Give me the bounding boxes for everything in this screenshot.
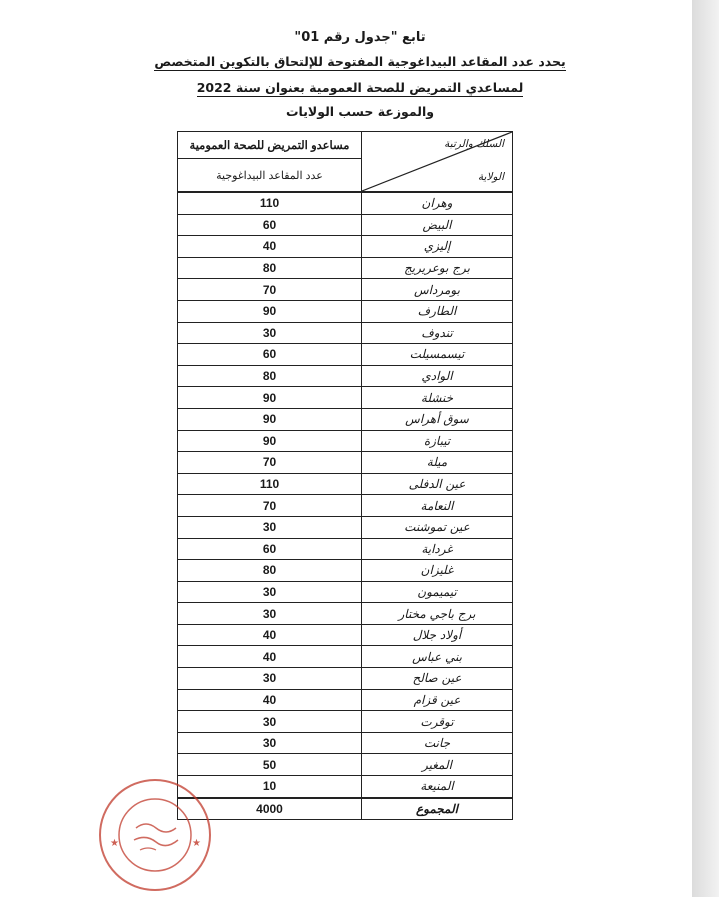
seats-cell: 70: [178, 452, 362, 474]
seats-cell: 90: [178, 430, 362, 452]
table-row: [178, 322, 513, 344]
table-row: [178, 214, 513, 236]
seats-cell: 90: [178, 300, 362, 322]
column-header-seats: عدد المقاعد البيداغوجية: [178, 159, 362, 193]
ministry-stamp: [96, 776, 214, 894]
table-row: [178, 560, 513, 582]
total-label-cell: المجموع: [362, 798, 513, 820]
wilaya-cell: أولاد جلال: [362, 624, 513, 646]
wilaya-cell: عين قزام: [362, 689, 513, 711]
seats-cell: 40: [178, 646, 362, 668]
seats-cell: 30: [178, 516, 362, 538]
table-row: [178, 776, 513, 798]
table-reference-title: تابع "جدول رقم 01": [294, 30, 426, 45]
wilaya-cell: النعامة: [362, 495, 513, 517]
page-edge-shadow: [692, 0, 719, 897]
seats-cell: 60: [178, 344, 362, 366]
table-row: [178, 300, 513, 322]
wilaya-cell: وهران: [362, 192, 513, 214]
column-header-corps: مساعدو التمريض للصحة العمومية: [178, 132, 362, 159]
svg-text:★: ★: [110, 838, 119, 849]
table-row: [178, 495, 513, 517]
wilaya-cell: المنيعة: [362, 776, 513, 798]
seats-cell: 30: [178, 581, 362, 603]
seats-cell: 110: [178, 473, 362, 495]
document-title-line1-text: يحدد عدد المقاعد البيداغوجية المفتوحة للإلتحاق بالتكوين المتخصص: [154, 54, 566, 69]
seats-cell: 90: [178, 408, 362, 430]
wilaya-cell: بومرداس: [362, 279, 513, 301]
table-row: [178, 430, 513, 452]
wilaya-cell: تيسمسيلت: [362, 344, 513, 366]
table-row: [178, 646, 513, 668]
wilaya-cell: الوادي: [362, 365, 513, 387]
wilaya-cell: عين تموشنت: [362, 516, 513, 538]
table-row: [178, 668, 513, 690]
table-row: [178, 581, 513, 603]
seats-cell: 10: [178, 776, 362, 798]
diagonal-header-wilaya: الولاية: [477, 171, 504, 183]
diagonal-header-corps-grade: السلك والرتبة: [444, 138, 504, 150]
seats-cell: 30: [178, 711, 362, 733]
wilaya-cell: عين الدفلى: [362, 473, 513, 495]
table-row: [178, 538, 513, 560]
total-row: [178, 798, 513, 820]
seats-cell: 50: [178, 754, 362, 776]
seats-cell: 70: [178, 279, 362, 301]
seats-cell: 90: [178, 387, 362, 409]
document-title-line2-text: لمساعدي التمريض للصحة العمومية بعنوان سنة 2022: [196, 80, 524, 95]
wilaya-cell: تيميمون: [362, 581, 513, 603]
table-row: [178, 473, 513, 495]
seats-cell: 40: [178, 624, 362, 646]
seats-cell: 80: [178, 560, 362, 582]
table-row: [178, 387, 513, 409]
seats-cell: 30: [178, 732, 362, 754]
document-title-line2: [120, 80, 600, 95]
seats-cell: 80: [178, 365, 362, 387]
seats-cell: 30: [178, 668, 362, 690]
seats-cell: 40: [178, 236, 362, 258]
table-row: [178, 408, 513, 430]
wilaya-cell: تندوف: [362, 322, 513, 344]
wilaya-cell: غليزان: [362, 560, 513, 582]
svg-text:★: ★: [192, 838, 201, 849]
wilaya-cell: البيض: [362, 214, 513, 236]
seats-cell: 30: [178, 322, 362, 344]
wilaya-cell: خنشلة: [362, 387, 513, 409]
seats-cell: 30: [178, 603, 362, 625]
table-row: [178, 711, 513, 733]
seats-cell: 110: [178, 192, 362, 214]
wilaya-cell: عين صالح: [362, 668, 513, 690]
wilaya-cell: بني عباس: [362, 646, 513, 668]
seats-cell: 60: [178, 214, 362, 236]
table-row: [178, 624, 513, 646]
table-row: [178, 257, 513, 279]
document-title-line1: [120, 54, 600, 69]
table-row: [178, 732, 513, 754]
diagonal-header-cell: [362, 132, 513, 193]
wilaya-cell: جانت: [362, 732, 513, 754]
wilaya-cell: برج باجي مختار: [362, 603, 513, 625]
wilaya-cell: الطارف: [362, 300, 513, 322]
table-row: [178, 192, 513, 214]
seats-cell: 40: [178, 689, 362, 711]
table-row: [178, 236, 513, 258]
total-value-cell: 4000: [178, 798, 362, 820]
seats-cell: 80: [178, 257, 362, 279]
wilaya-cell: سوق أهراس: [362, 408, 513, 430]
document-title-line3: والموزعة حسب الولايات: [285, 104, 435, 119]
wilaya-cell: توقرت: [362, 711, 513, 733]
table-row: [178, 754, 513, 776]
wilaya-cell: غرداية: [362, 538, 513, 560]
table-row: [178, 452, 513, 474]
table-row: [178, 365, 513, 387]
seats-table: [177, 131, 513, 820]
wilaya-cell: المغير: [362, 754, 513, 776]
seats-cell: 60: [178, 538, 362, 560]
table-row: [178, 344, 513, 366]
table-row: [178, 279, 513, 301]
table-row: [178, 689, 513, 711]
wilaya-cell: إليزي: [362, 236, 513, 258]
table-row: [178, 603, 513, 625]
wilaya-cell: برج بوعريريج: [362, 257, 513, 279]
table-row: [178, 516, 513, 538]
seats-cell: 70: [178, 495, 362, 517]
table-header-row: [178, 132, 513, 159]
wilaya-cell: ميلة: [362, 452, 513, 474]
wilaya-cell: تيبازة: [362, 430, 513, 452]
